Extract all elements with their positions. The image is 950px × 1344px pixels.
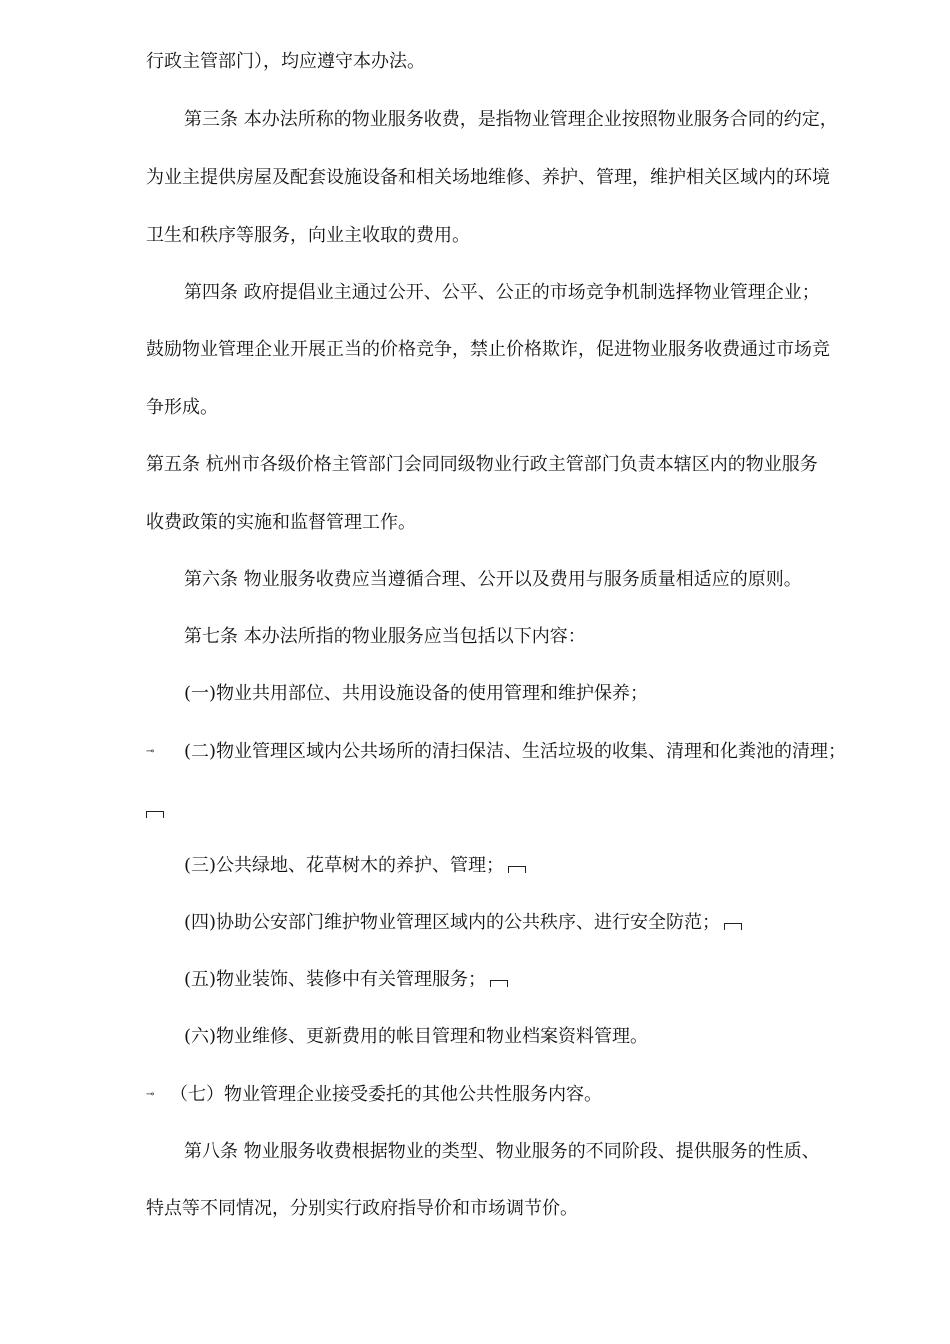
list-item-3-row	[184, 854, 526, 878]
article-3-line-1: 第三条 本办法所称的物业服务收费，是指物业管理企业按照物业服务合同的约定，	[184, 109, 838, 130]
list-item-2: (二)物业管理区域内公共场所的清扫保洁、生活垃圾的收集、清理和化粪池的清理；	[184, 741, 847, 762]
article-4-line-2: 鼓励物业管理企业开展正当的价格竞争，禁止价格欺诈，促进物业服务收费通过市场竞	[146, 339, 830, 360]
list-item-1: (一)物业共用部位、共用设施设备的使用管理和维护保养；	[184, 683, 649, 704]
article-5-line-1: 第五条 杭州市各级价格主管部门会同同级物业行政主管部门负责本辖区内的物业服务	[146, 454, 818, 475]
paragraph-line: 行政主管部门），均应遵守本办法。	[146, 51, 425, 72]
list-item-7: （七）物业管理企业接受委托的其他公共性服务内容。	[170, 1084, 602, 1105]
list-item-3: (三)公共绿地、花草树木的养护、管理；	[184, 855, 505, 876]
margin-mark-icon: ⊸	[146, 1089, 155, 1100]
bracket-mark-icon	[508, 866, 526, 873]
article-6-line: 第六条 物业服务收费应当遵循合理、公开以及费用与服务质量相适应的原则。	[184, 569, 802, 590]
article-5-line-2: 收费政策的实施和监督管理工作。	[146, 512, 416, 533]
list-item-4: (四)协助公安部门维护物业管理区域内的公共秩序、进行安全防范；	[184, 912, 721, 933]
article-3-line-2: 为业主提供房屋及配套设施设备和相关场地维修、养护、管理，维护相关区域内的环境	[146, 167, 830, 188]
bracket-mark-icon	[146, 811, 164, 818]
bracket-mark-icon	[490, 980, 508, 987]
list-item-5: (五)物业装饰、装修中有关管理服务；	[184, 969, 487, 990]
bracket-mark-icon	[724, 923, 742, 930]
article-7-line: 第七条 本办法所指的物业服务应当包括以下内容：	[184, 626, 586, 647]
article-4-line-3: 争形成。	[146, 397, 218, 418]
article-8-line-2: 特点等不同情况，分别实行政府指导价和市场调节价。	[146, 1198, 578, 1219]
article-3-line-3: 卫生和秩序等服务，向业主收取的费用。	[146, 225, 470, 246]
list-item-5-row	[184, 968, 508, 992]
list-item-4-row	[184, 911, 742, 935]
margin-mark-icon: ⊸	[146, 746, 155, 757]
article-4-line-1: 第四条 政府提倡业主通过公开、公平、公正的市场竞争机制选择物业管理企业；	[184, 282, 820, 303]
article-8-line-1: 第八条 物业服务收费根据物业的类型、物业服务的不同阶段、提供服务的性质、	[184, 1141, 820, 1162]
list-item-6: (六)物业维修、更新费用的帐目管理和物业档案资料管理。	[184, 1026, 649, 1047]
